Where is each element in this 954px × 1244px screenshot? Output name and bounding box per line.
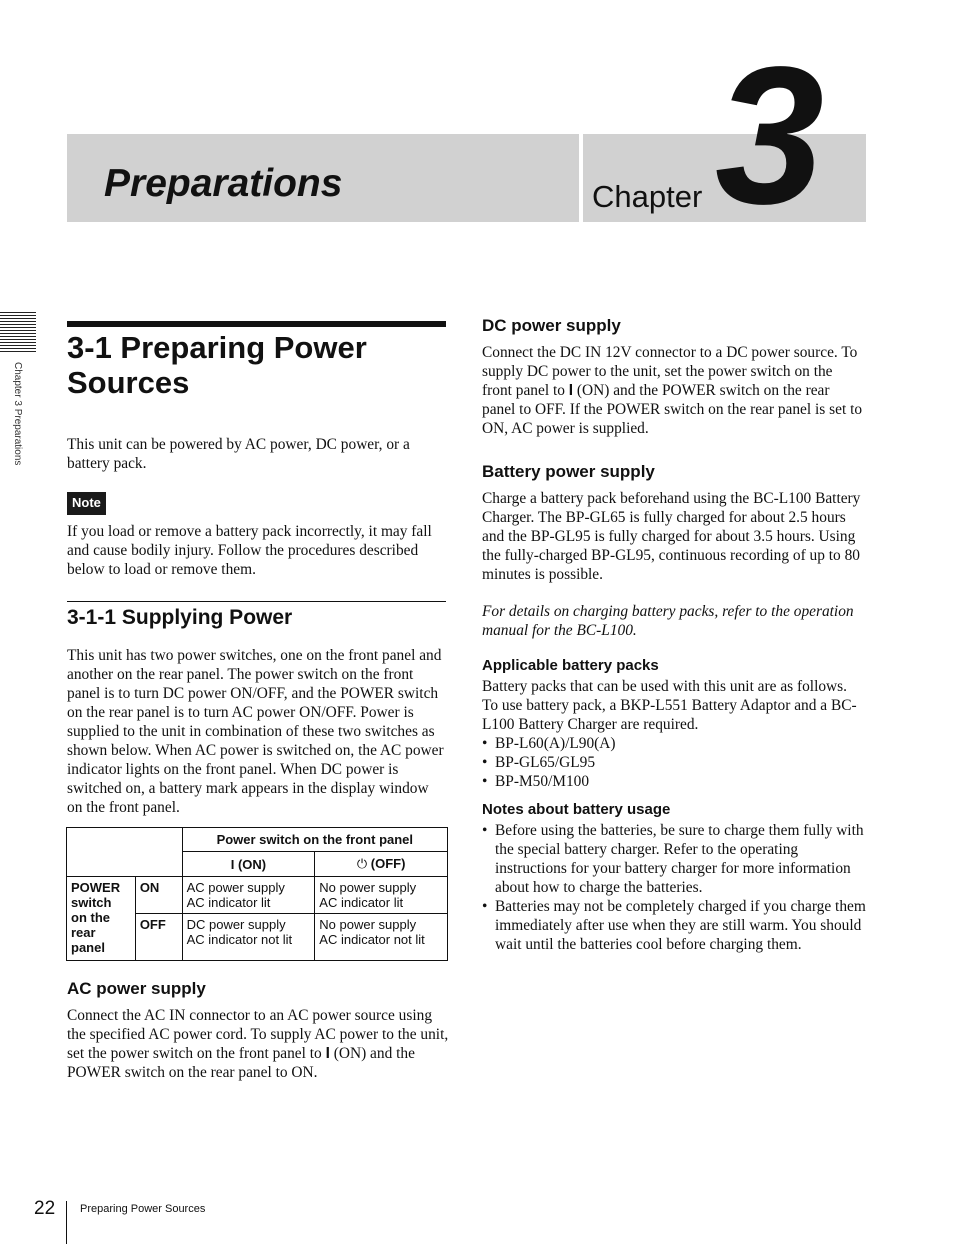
page-number: 22 [34,1198,56,1219]
battery-heading: Battery power supply [482,462,655,481]
packs-section [482,677,866,791]
side-tab-stripes [0,312,36,354]
list-item: • BP-M50/M100 [482,772,866,791]
table-row-on-label: ON [135,877,182,914]
section-title: 3-1 Preparing Power Sources [67,330,367,400]
ac-heading: AC power supply [67,979,206,998]
cell-line: AC indicator not lit [186,932,293,947]
chapter-title: Preparations [104,162,343,205]
packs-list [482,734,866,791]
table-header-front: Power switch on the front panel [182,828,447,852]
cell-line: DC power supply [186,917,286,932]
list-item: • BP-L60(A)/L90(A) [482,734,866,753]
cell-line: AC power supply [186,880,285,895]
power-switch-table [66,827,448,961]
battery-reference: For details on charging battery packs, refer to the operation manual for the BC-L100. [482,603,854,639]
dc-heading: DC power supply [482,316,621,335]
cell-line: AC indicator not lit [319,932,425,947]
cell-line: No power supply [319,880,417,895]
cell-line: No power supply [319,917,417,932]
power-standby-icon: ⏻ [356,857,368,872]
section-rule [67,321,446,327]
battery-body: Charge a battery pack beforehand using the BC-L100 Battery Charger. The BP-GL65 is fully charged for about 2.5 hours and the BP-GL95 is fully charged for about 3.5 hours. Using the fully-charged BP-GL95, continuous recording of up to 80 minutes is possible. [482,490,861,583]
footer-running-title: Preparing Power Sources [80,1203,206,1215]
ac-body-text: Connect the AC IN connector to an AC power source using the specified AC power cord. To supply AC power to the unit, set the power switch on the front panel to [67,1007,449,1062]
cell-line: AC indicator lit [186,895,271,910]
subsection-rule [67,601,446,602]
table-row-header: POWER switch on the rear panel [67,877,136,961]
note-badge: Note [67,492,106,515]
side-tab-label: Chapter 3 Preparations [12,362,23,466]
table-col-off-label: (OFF) [370,856,406,871]
cell-line: AC indicator lit [319,895,404,910]
table-col-off [315,852,448,877]
on-symbol: I [568,382,574,399]
section-intro: This unit can be powered by AC power, DC power, or a battery pack. [67,436,410,472]
ac-body [67,1006,449,1082]
on-symbol: I [325,1045,330,1062]
subsection-title: 3-1-1 Supplying Power [67,606,293,629]
table-col-on: I (ON) [182,852,315,877]
ac-body-text-end: (ON) and the POWER switch on the rear panel to ON. [67,1045,415,1081]
footer-divider [66,1201,67,1244]
list-item: • Before using the batteries, be sure to charge them fully with the special battery charger. Refer to the operating instructions for your battery charger for more information about how to charge the batteries. [482,821,866,897]
chapter-number: 3 [715,26,825,245]
dc-body [482,343,866,438]
table-cell [182,877,315,914]
table-corner [67,828,183,877]
packs-heading: Applicable battery packs [482,657,659,674]
usage-heading: Notes about battery usage [482,801,671,818]
table-cell [182,914,315,961]
table-cell [315,877,448,914]
usage-section [482,821,866,954]
subsection-body: This unit has two power switches, one on the front panel and another on the rear panel. The power switch on the front panel is to turn DC power ON/OFF, and the POWER switch on the rear panel is to turn AC power ON/OFF. Power is supplied to the unit in combination of these two switches as shown below. When AC power is switched on, the AC power indicator lights on the front panel. When DC power is switched on, a battery mark appears in the display window on the front panel. [67,647,444,816]
dc-body-text-end: (ON) and the POWER switch on the rear panel to OFF. If the POWER switch on the rear panel is set to ON, AC power is supplied. [482,382,863,437]
table-cell [315,914,448,961]
table-row-off-label: OFF [135,914,182,961]
list-item: • Batteries may not be completely charged if you charge them immediately after use when they are still warm. You should wait until the batteries cool before charging them. [482,897,866,954]
chapter-label: Chapter [592,179,703,214]
packs-body: Battery packs that can be used with this unit are as follows. To use battery pack, a BKP-L551 Battery Adaptor and a BC-L100 Battery Charger are required. [482,678,857,733]
list-item: • BP-GL65/GL95 [482,753,866,772]
dc-body-text: Connect the DC IN 12V connector to a DC power source. To supply DC power to the unit, set the power switch on the front panel to [482,344,858,399]
usage-list [482,821,866,954]
note-text: If you load or remove a battery pack incorrectly, it may fall and cause bodily injury. Follow the procedures described below to load or remove them. [67,523,432,578]
